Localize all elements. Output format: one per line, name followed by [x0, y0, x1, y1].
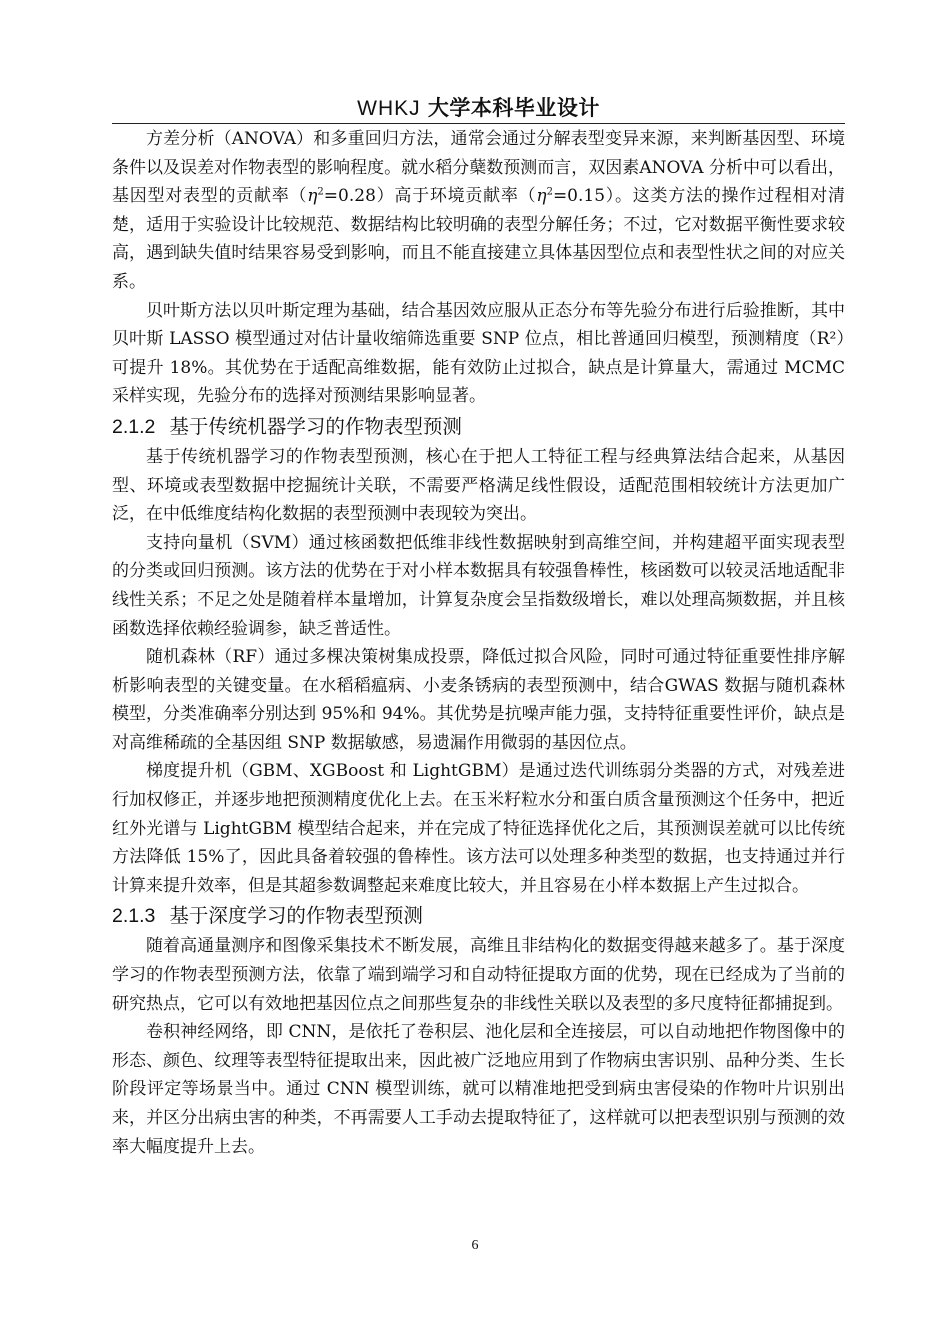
- section-heading-2-1-2: [112, 411, 845, 443]
- header-rule: [112, 123, 845, 124]
- paragraph-anova: [112, 125, 845, 297]
- paragraph-random-forest: 随机森林（RF）通过多棵决策树集成投票，降低过拟合风险，同时可通过特征重要性排序解析影响表型的关键变量。在水稻稻瘟病、小麦条锈病的表型预测中，结合GWAS 数据与随机森林模型，分类准确率分别达到 95%和 94%。其优势是抗噪声能力强，支持特征重要性评价，缺点是对高维稀疏的全基因组 SNP 数据敏感，易遗漏作用微弱的基因位点。: [112, 647, 845, 753]
- page-header: [112, 92, 845, 122]
- eta-symbol: η: [307, 186, 318, 207]
- eta-symbol: η: [536, 186, 547, 207]
- superscript-2: 2: [317, 186, 324, 198]
- paragraph-bayesian: 贝叶斯方法以贝叶斯定理为基础，结合基因效应服从正态分布等先验分布进行后验推断，其中贝叶斯 LASSO 模型通过对估计量收缩筛选重要 SNP 位点，相比普通回归模型，预测精度（R²）可提升 18%。其优势在于适配高维数据，能有效防止过拟合，缺点是计算量大，需通过 MCMC 采样实现，先验分布的选择对预测结果影响显著。: [112, 300, 845, 407]
- header-title: 大学本科毕业设计: [427, 96, 600, 120]
- section-title: 基于深度学习的作物表型预测: [169, 904, 423, 928]
- paragraph-anova-text-2: =0.28）高于环境贡献率（: [323, 186, 537, 207]
- paragraph-gbm: 梯度提升机（GBM、XGBoost 和 LightGBM）是通过迭代训练弱分类器的方式，对残差进行加权修正，并逐步地把预测精度优化上去。在玉米籽粒水分和蛋白质含量预测这个任务中，把近红外光谱与 LightGBM 模型结合起来，并在完成了特征选择优化之后，其预测误差就可以比传统方法降低 15%了，因此具备着较强的鲁棒性。该方法可以处理多种类型的数据，也支持通过并行计算来提升效率，但是其超参数调整起来难度比较大，并且容易在小样本数据上产生过拟合。: [112, 761, 845, 896]
- section-title: 基于传统机器学习的作物表型预测: [169, 414, 462, 438]
- superscript-2: 2: [546, 186, 553, 198]
- section-heading-2-1-3: [112, 900, 845, 932]
- body-content: [112, 125, 845, 1161]
- paragraph-traditional-ml: 基于传统机器学习的作物表型预测，核心在于把人工特征工程与经典算法结合起来，从基因型、环境或表型数据中挖掘统计关联，不需要严格满足线性假设，适配范围相较统计方法更加广泛，在中低维度结构化数据的表型预测中表现较为突出。: [112, 446, 845, 525]
- paragraph-deep-learning: 随着高通量测序和图像采集技术不断发展，高维且非结构化的数据变得越来越多了。基于深度学习的作物表型预测方法，依靠了端到端学习和自动特征提取方面的优势，现在已经成为了当前的研究热点，它可以有效地把基因位点之间那些复杂的非线性关联以及表型的多尺度特征都捕捉到。: [112, 936, 845, 1014]
- paragraph-svm: 支持向量机（SVM）通过核函数把低维非线性数据映射到高维空间，并构建超平面实现表型的分类或回归预测。该方法的优势在于对小样本数据具有较强鲁棒性，核函数可以较灵活地适配非线性关系；不足之处是随着样本量增加，计算复杂度会呈指数级增长，难以处理高频数据，并且核函数选择依赖经验调参，缺乏普适性。: [112, 532, 845, 639]
- paragraph-cnn: 卷积神经网络，即 CNN，是依托了卷积层、池化层和全连接层，可以自动地把作物图像中的形态、颜色、纹理等表型特征提取出来，因此被广泛地应用到了作物病虫害识别、品种分类、生长阶段评定等场景当中。通过 CNN 模型训练，就可以精准地把受到病虫害侵染的作物叶片识别出来，并区分出病虫害的种类，不再需要人工手动去提取特征了，这样就可以把表型识别与预测的效率大幅度提升上去。: [112, 1022, 845, 1157]
- paragraph-anova-text-1: 方差分析（ANOVA）和多重回归方法，通常会通过分解表型变异来源，来判断基因型、环境条件以及误差对作物表型的影响程度。就水稻分蘖数预测而言，双因素ANOVA 分析中可以看出，基因型对表型的贡献率（: [112, 129, 845, 207]
- header-brand: WHKJ: [357, 97, 421, 120]
- section-number: 2.1.2: [112, 415, 156, 438]
- section-number: 2.1.3: [112, 905, 156, 928]
- paragraph-anova-text-3: =0.15）。这类方法的操作过程相对清楚，适用于实验设计比较规范、数据结构比较明确的表型分解任务；不过，它对数据平衡性要求较高，遇到缺失值时结果容易受到影响，而且不能直接建立具体基因型位点和表型性状之间的对应关系。: [112, 186, 845, 292]
- page-number: 6: [471, 1238, 479, 1253]
